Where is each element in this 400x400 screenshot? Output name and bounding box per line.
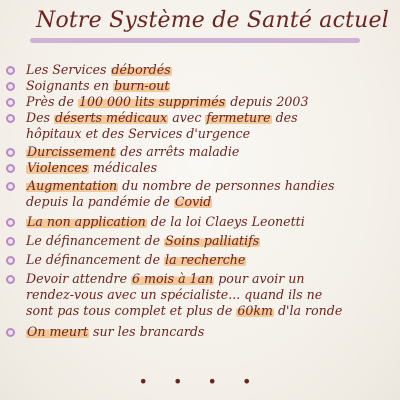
bullet-list [6, 62, 396, 340]
highlighted-text: La non application [27, 214, 146, 229]
highlighted-text: Violences [27, 160, 89, 175]
highlighted-text: la recherche [165, 252, 246, 267]
item-line [26, 233, 396, 249]
item-text: depuis la pandémie de [26, 194, 174, 209]
list-item [6, 78, 396, 94]
bullet-dot [6, 82, 15, 91]
item-line [26, 78, 396, 94]
item-line [26, 126, 396, 142]
highlighted-text: débordés [111, 62, 171, 77]
item-line [26, 110, 396, 126]
list-item [6, 214, 396, 230]
bullet-dot [6, 218, 15, 227]
highlighted-text: Augmentation [27, 178, 118, 193]
item-text: Le définancement de [26, 233, 165, 248]
list-item [6, 271, 396, 319]
item-text: d'la ronde [273, 303, 343, 318]
item-text: Soignants en [26, 78, 114, 93]
highlighted-text: Soins palliatifs [165, 233, 260, 248]
item-text: Près de [26, 94, 78, 109]
highlighted-text: 6 mois à 1an [132, 271, 214, 286]
list-item [6, 160, 396, 176]
highlighted-text: Covid [174, 194, 212, 209]
item-text: Le définancement de [26, 252, 165, 267]
item-text: Devoir attendre [26, 271, 132, 286]
item-line [26, 303, 396, 319]
item-line [26, 214, 396, 230]
item-text: avec [168, 110, 206, 125]
bullet-dot [6, 114, 15, 123]
bullet-dot [6, 98, 15, 107]
item-line [26, 94, 396, 110]
highlighted-text: On meurt [27, 324, 89, 339]
title-block [30, 6, 389, 46]
list-item [6, 110, 396, 142]
page-title: Notre Système de Santé actuel [36, 8, 389, 33]
title-underline [30, 38, 360, 43]
highlighted-text: fermeture [206, 110, 271, 125]
highlighted-text: déserts médicaux [55, 110, 168, 125]
highlighted-text: 100 000 lits supprimés [78, 94, 226, 109]
list-item [6, 324, 396, 340]
bullet-dot [6, 148, 15, 157]
list-item [6, 94, 396, 110]
ellipsis-dots: • • • • [138, 372, 262, 391]
bullet-dot [6, 66, 15, 75]
item-text: rendez-vous avec un spécialiste... quand ils ne [26, 287, 323, 302]
item-line [26, 144, 396, 160]
item-text: Les Services [26, 62, 111, 77]
item-text: médicales [89, 160, 158, 175]
item-line [26, 178, 396, 194]
item-text: du nombre de personnes handies [118, 178, 335, 193]
item-text: sont pas tous complet et plus de [26, 303, 237, 318]
bullet-dot [6, 164, 15, 173]
list-item [6, 233, 396, 249]
item-line [26, 62, 396, 78]
list-item [6, 62, 396, 78]
item-line [26, 252, 396, 268]
highlighted-text: burn-out [114, 78, 170, 93]
bullet-dot [6, 237, 15, 246]
item-text: depuis 2003 [226, 94, 309, 109]
item-text: de la loi Claeys Leonetti [146, 214, 305, 229]
item-text: des [271, 110, 298, 125]
list-item [6, 178, 396, 210]
item-text: pour avoir un [214, 271, 305, 286]
item-line [26, 324, 396, 340]
bullet-dot [6, 275, 15, 284]
item-line [26, 160, 396, 176]
item-text: Des [26, 110, 55, 125]
item-line [26, 271, 396, 287]
item-line [26, 194, 396, 210]
bullet-dot [6, 182, 15, 191]
item-line [26, 287, 396, 303]
highlighted-text: 60km [237, 303, 273, 318]
item-text: hôpitaux et des Services d'urgence [26, 126, 251, 141]
highlighted-text: Durcissement [27, 144, 116, 159]
bullet-dot [6, 328, 15, 337]
item-text: des arrêts maladie [116, 144, 240, 159]
list-item [6, 144, 396, 160]
list-item [6, 252, 396, 268]
bullet-dot [6, 256, 15, 265]
item-text: sur les brancards [89, 324, 205, 339]
